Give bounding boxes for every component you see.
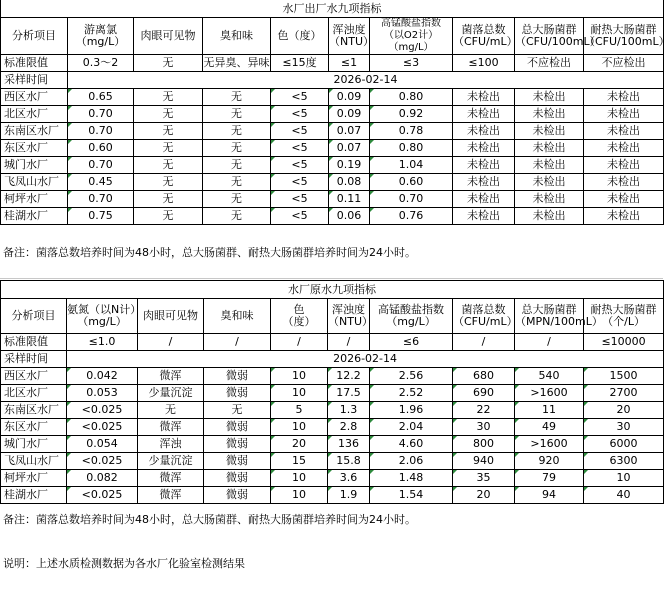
plant-name: 城门水厂 [1, 436, 67, 453]
table-row [1, 89, 664, 106]
value-cell: 35 [453, 470, 515, 487]
column-header-line: （度） [282, 315, 316, 328]
value-cell: 0.042 [67, 368, 138, 385]
value-cell: 无 [134, 140, 203, 157]
standard-limit-cell: ≤100 [453, 55, 515, 72]
value-cell: 0.70 [68, 123, 134, 140]
value-cell: 10 [271, 368, 328, 385]
column-header-line: 分析项目 [12, 29, 56, 42]
table-row [1, 157, 664, 174]
value-cell: 690 [453, 385, 515, 402]
plant-name: 柯坪水厂 [1, 470, 67, 487]
value-cell: 2700 [584, 385, 664, 402]
standard-limit-cell: / [271, 334, 328, 351]
plant-name: 东区水厂 [1, 140, 68, 157]
value-cell: 未检出 [515, 191, 584, 208]
column-header-line: （NTU） [328, 315, 373, 328]
value-cell: 未检出 [584, 174, 664, 191]
value-cell: 49 [515, 419, 584, 436]
table-row [1, 402, 664, 419]
column-header-line: （mg/L） [77, 315, 127, 328]
value-cell: 无 [138, 402, 204, 419]
value-cell: 0.80 [370, 89, 453, 106]
value-cell: 无 [134, 123, 203, 140]
value-cell: 未检出 [453, 157, 515, 174]
value-cell: 未检出 [584, 157, 664, 174]
value-cell: 0.07 [329, 140, 370, 157]
plant-name: 西区水厂 [1, 89, 68, 106]
standard-limit-cell: / [204, 334, 271, 351]
value-cell: 无 [203, 123, 271, 140]
standard-limit-cell: ≤1 [329, 55, 370, 72]
value-cell: >1600 [515, 385, 584, 402]
column-header-line: 氨氮（以N计） [67, 303, 142, 316]
value-cell: 微弱 [204, 453, 271, 470]
value-cell: 6300 [584, 453, 664, 470]
column-header-line: （mg/L） [75, 35, 126, 48]
value-cell: 0.60 [68, 140, 134, 157]
column-header [204, 299, 271, 334]
value-cell: 0.11 [329, 191, 370, 208]
value-cell: >1600 [515, 436, 584, 453]
standard-limit-cell: / [515, 334, 584, 351]
value-cell: 79 [515, 470, 584, 487]
value-cell: 11 [515, 402, 584, 419]
value-cell: 2.8 [328, 419, 370, 436]
value-cell: 2.52 [370, 385, 453, 402]
value-cell: 0.08 [329, 174, 370, 191]
table-row [1, 191, 664, 208]
column-header-line: （CFU/100mL） [515, 35, 601, 48]
standard-limit-cell: ≤15度 [271, 55, 329, 72]
value-cell: 2.56 [370, 368, 453, 385]
value-cell: 5 [271, 402, 328, 419]
value-cell: 1.96 [370, 402, 453, 419]
standard-limit-cell: ≤1.0 [67, 334, 138, 351]
table-row [1, 208, 664, 225]
value-cell: 17.5 [328, 385, 370, 402]
value-cell: 无 [203, 191, 271, 208]
table-row [1, 470, 664, 487]
value-cell: 微弱 [204, 368, 271, 385]
column-header [271, 18, 329, 55]
value-cell: <5 [271, 157, 329, 174]
column-header-line: 浑浊度 [332, 303, 365, 316]
value-cell: 未检出 [584, 89, 664, 106]
value-cell: <5 [271, 123, 329, 140]
value-cell: <0.025 [67, 419, 138, 436]
column-header-line: 游离氯 [84, 23, 117, 36]
column-header-line: 菌落总数 [461, 303, 506, 316]
value-cell: 0.92 [370, 106, 453, 123]
table-title: 水厂出厂水九项指标 [1, 0, 664, 18]
value-cell: 15 [271, 453, 328, 470]
value-cell: <5 [271, 208, 329, 225]
value-cell: <5 [271, 140, 329, 157]
value-cell: 微弱 [204, 419, 271, 436]
sampling-date: 2026-02-14 [68, 72, 664, 89]
column-header-line: 臭和味 [220, 309, 254, 322]
value-cell: <0.025 [67, 402, 138, 419]
value-cell: 未检出 [584, 123, 664, 140]
value-cell: 0.78 [370, 123, 453, 140]
value-cell: 0.054 [67, 436, 138, 453]
finished-water-table [0, 0, 670, 225]
value-cell: 20 [271, 436, 328, 453]
value-cell: 未检出 [584, 208, 664, 225]
footer-note: 说明：上述水质检测数据为各水厂化验室检测结果 [3, 557, 245, 570]
column-header-line: 肉眼可见物 [143, 309, 198, 322]
value-cell: 20 [584, 402, 664, 419]
value-cell: 15.8 [328, 453, 370, 470]
column-header [138, 299, 204, 334]
value-cell: 未检出 [453, 89, 515, 106]
value-cell: 0.65 [68, 89, 134, 106]
plant-name: 北区水厂 [1, 385, 67, 402]
value-cell: 0.70 [68, 106, 134, 123]
column-header [271, 299, 328, 334]
value-cell: <0.025 [67, 487, 138, 504]
table-row [1, 174, 664, 191]
value-cell: 微弱 [204, 436, 271, 453]
value-cell: 微浑 [138, 470, 204, 487]
value-cell: 12.2 [328, 368, 370, 385]
column-header-line: 高锰酸盐指数 [378, 303, 444, 316]
column-header [584, 18, 670, 55]
value-cell: 未检出 [453, 208, 515, 225]
value-cell: 未检出 [515, 89, 584, 106]
plant-name: 桂湖水厂 [1, 487, 67, 504]
column-header-line: （CFU/100mL） [584, 35, 670, 48]
column-header-line: 耐热大肠菌群 [590, 303, 657, 316]
column-header [328, 299, 373, 334]
column-header-line: 浑浊度 [332, 23, 366, 36]
column-header-line: （NTU） [329, 35, 374, 48]
value-cell: 40 [584, 487, 664, 504]
value-cell: 30 [453, 419, 515, 436]
raw-water-table [0, 280, 664, 504]
value-cell: 6000 [584, 436, 664, 453]
value-cell: 未检出 [584, 140, 664, 157]
standard-limit-cell: / [138, 334, 204, 351]
value-cell: 920 [515, 453, 584, 470]
table-row [1, 123, 664, 140]
table-row [1, 106, 664, 123]
column-header-line: （以O2计） [383, 30, 439, 41]
value-cell: 少量沉淀 [138, 385, 204, 402]
value-cell: 无 [134, 191, 203, 208]
value-cell: 无 [203, 106, 271, 123]
value-cell: 94 [515, 487, 584, 504]
value-cell: 0.053 [67, 385, 138, 402]
column-header-line: 耐热大肠菌群 [590, 23, 657, 36]
value-cell: 10 [271, 385, 328, 402]
plant-name: 柯坪水厂 [1, 191, 68, 208]
column-header [68, 18, 134, 55]
column-header-line: （个/L） [602, 315, 645, 328]
value-cell: 0.19 [329, 157, 370, 174]
sampling-time-label: 采样时间 [1, 72, 68, 89]
value-cell: 无 [134, 174, 203, 191]
value-cell: 未检出 [515, 208, 584, 225]
standard-limit-label: 标准限值 [1, 55, 68, 72]
value-cell: 无 [134, 106, 203, 123]
table-note: 备注：菌落总数培养时间为48小时，总大肠菌群、耐热大肠菌群培养时间为24小时。 [3, 246, 416, 259]
value-cell: 1.3 [328, 402, 370, 419]
value-cell: 0.76 [370, 208, 453, 225]
plant-name: 飞凤山水厂 [1, 174, 68, 191]
value-cell: 22 [453, 402, 515, 419]
value-cell: 0.09 [329, 89, 370, 106]
table-row [1, 419, 664, 436]
plant-name: 西区水厂 [1, 368, 67, 385]
table-row [1, 385, 664, 402]
value-cell: <5 [271, 174, 329, 191]
column-header-line: 分析项目 [11, 309, 56, 322]
value-cell: 0.45 [68, 174, 134, 191]
value-cell: 未检出 [584, 191, 664, 208]
table-row [1, 368, 664, 385]
value-cell: 微浑 [138, 368, 204, 385]
table-row [1, 453, 664, 470]
column-header [203, 18, 271, 55]
value-cell: 4.60 [370, 436, 453, 453]
column-header-line: （mg/L） [386, 315, 436, 328]
value-cell: 1.54 [370, 487, 453, 504]
column-header [329, 18, 374, 55]
value-cell: 2.06 [370, 453, 453, 470]
value-cell: 1500 [584, 368, 664, 385]
standard-limit-cell: ≤3 [370, 55, 453, 72]
value-cell: 10 [584, 470, 664, 487]
value-cell: 0.60 [370, 174, 453, 191]
value-cell: 3.6 [328, 470, 370, 487]
plant-name: 桂湖水厂 [1, 208, 68, 225]
column-header-line: （CFU/mL） [453, 315, 518, 328]
value-cell: 无 [134, 157, 203, 174]
value-cell: 无 [203, 174, 271, 191]
column-header-line: 高锰酸盐指数 [381, 18, 441, 29]
value-cell: 0.75 [68, 208, 134, 225]
value-cell: 无 [203, 208, 271, 225]
value-cell: 无 [134, 89, 203, 106]
value-cell: 无 [203, 140, 271, 157]
value-cell: 540 [515, 368, 584, 385]
value-cell: 0.06 [329, 208, 370, 225]
column-header [515, 299, 603, 334]
value-cell: 940 [453, 453, 515, 470]
column-header-line: （CFU/mL） [453, 35, 518, 48]
value-cell: 微弱 [204, 385, 271, 402]
column-header [515, 18, 601, 55]
standard-limit-label: 标准限值 [1, 334, 67, 351]
value-cell: 微弱 [204, 470, 271, 487]
value-cell: 未检出 [453, 140, 515, 157]
plant-name: 东南区水厂 [1, 402, 67, 419]
value-cell: 未检出 [515, 174, 584, 191]
value-cell: 无 [204, 402, 271, 419]
value-cell: 无 [203, 89, 271, 106]
value-cell: 1.48 [370, 470, 453, 487]
sampling-date: 2026-02-14 [67, 351, 664, 368]
value-cell: 未检出 [584, 106, 664, 123]
value-cell: 800 [453, 436, 515, 453]
value-cell: 136 [328, 436, 370, 453]
standard-limit-cell: 0.3～2 [68, 55, 134, 72]
value-cell: 未检出 [453, 106, 515, 123]
table-row [1, 140, 664, 157]
value-cell: 10 [271, 487, 328, 504]
value-cell: 30 [584, 419, 664, 436]
column-header-line: 菌落总数 [461, 23, 506, 36]
value-cell: 0.70 [68, 191, 134, 208]
value-cell: 无 [203, 157, 271, 174]
standard-limit-cell: ≤6 [370, 334, 453, 351]
column-header [453, 18, 518, 55]
value-cell: 0.082 [67, 470, 138, 487]
value-cell: 未检出 [515, 106, 584, 123]
standard-limit-cell: 不应检出 [515, 55, 584, 72]
value-cell: 680 [453, 368, 515, 385]
value-cell: <5 [271, 106, 329, 123]
value-cell: 1.9 [328, 487, 370, 504]
value-cell: 0.70 [68, 157, 134, 174]
value-cell: 少量沉淀 [138, 453, 204, 470]
column-header-line: （mg/L） [388, 42, 434, 53]
plant-name: 北区水厂 [1, 106, 68, 123]
table-row [1, 436, 664, 453]
standard-limit-cell: 无 [134, 55, 203, 72]
value-cell: <5 [271, 89, 329, 106]
value-cell: 0.09 [329, 106, 370, 123]
sampling-time-label: 采样时间 [1, 351, 67, 368]
standard-limit-cell: 不应检出 [584, 55, 664, 72]
value-cell: 浑浊 [138, 436, 204, 453]
value-cell: <5 [271, 191, 329, 208]
value-cell: 10 [271, 419, 328, 436]
value-cell: 微浑 [138, 487, 204, 504]
column-header [453, 299, 518, 334]
value-cell: 微浑 [138, 419, 204, 436]
value-cell: 0.80 [370, 140, 453, 157]
value-cell: 未检出 [515, 140, 584, 157]
value-cell: 2.04 [370, 419, 453, 436]
table-note: 备注：菌落总数培养时间为48小时，总大肠菌群、耐热大肠菌群培养时间为24小时。 [3, 513, 416, 526]
column-header-line: 总大肠菌群 [521, 303, 577, 316]
column-header [1, 18, 68, 55]
plant-name: 城门水厂 [1, 157, 68, 174]
column-header-line: 臭和味 [220, 29, 253, 42]
column-header-line: 色（度） [277, 29, 322, 42]
value-cell: <0.025 [67, 453, 138, 470]
value-cell: 未检出 [453, 191, 515, 208]
value-cell: 未检出 [515, 123, 584, 140]
column-header-line: 总大肠菌群 [521, 23, 577, 36]
standard-limit-cell: / [453, 334, 515, 351]
value-cell: 10 [271, 470, 328, 487]
value-cell: 未检出 [453, 123, 515, 140]
column-header [370, 299, 453, 334]
plant-name: 飞凤山水厂 [1, 453, 67, 470]
plant-name: 东区水厂 [1, 419, 67, 436]
section-divider [0, 278, 663, 279]
column-header-line: 色 [293, 303, 305, 316]
plant-name: 东南区水厂 [1, 123, 68, 140]
value-cell: 0.07 [329, 123, 370, 140]
standard-limit-cell: / [328, 334, 370, 351]
column-header-line: （MPN/100mL） [515, 315, 603, 328]
table-row [1, 487, 664, 504]
value-cell: 未检出 [453, 174, 515, 191]
column-header [1, 299, 67, 334]
column-header [134, 18, 203, 55]
standard-limit-cell: 无异臭、异味 [203, 55, 271, 72]
column-header-line: 肉眼可见物 [140, 29, 196, 42]
value-cell: 未检出 [515, 157, 584, 174]
value-cell: 微弱 [204, 487, 271, 504]
column-header [67, 299, 142, 334]
value-cell: 0.70 [370, 191, 453, 208]
standard-limit-cell: ≤10000 [584, 334, 664, 351]
column-header [370, 18, 453, 55]
table-title: 水厂原水九项指标 [1, 281, 664, 299]
value-cell: 无 [134, 208, 203, 225]
value-cell: 20 [453, 487, 515, 504]
value-cell: 1.04 [370, 157, 453, 174]
